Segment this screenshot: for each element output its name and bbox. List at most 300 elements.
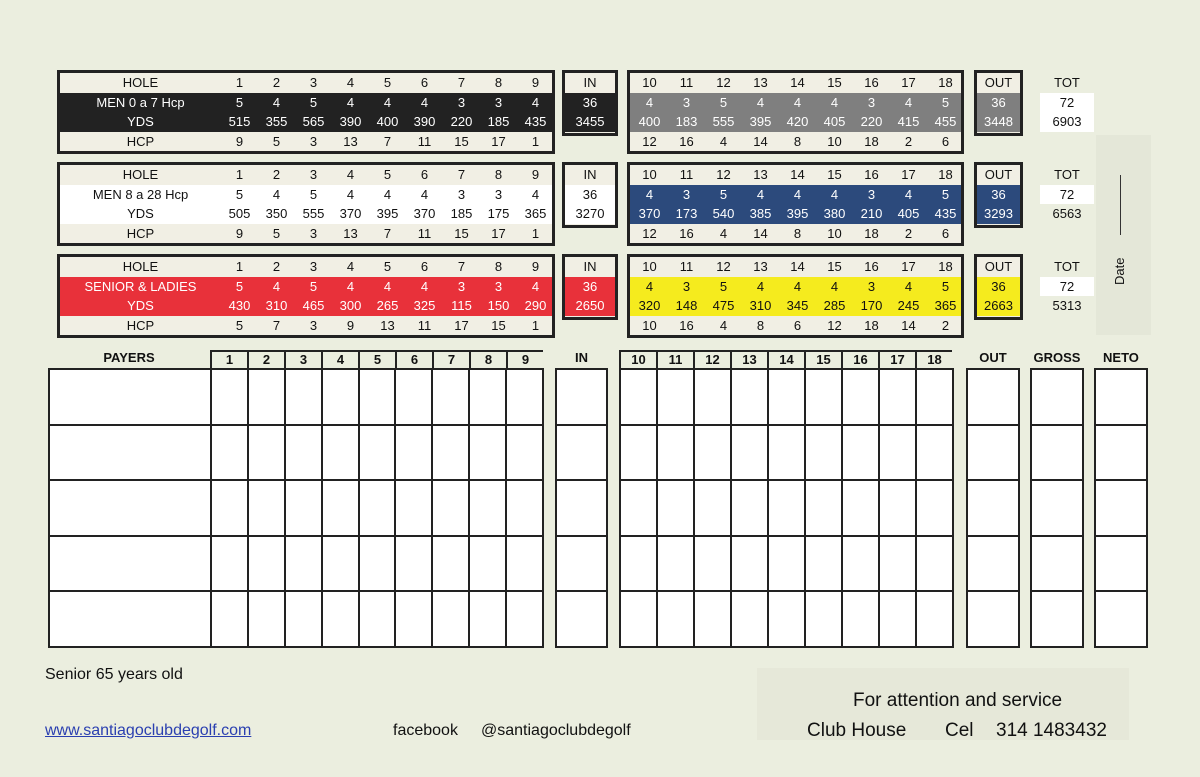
- hole-cell: 7: [457, 75, 466, 91]
- player-row: [557, 592, 606, 646]
- score-cell[interactable]: [806, 481, 843, 535]
- score-cell[interactable]: [806, 592, 843, 646]
- yds-cell: 365: [524, 206, 547, 222]
- yds-cell: 565: [302, 114, 325, 130]
- yds-cell: 220: [860, 114, 883, 130]
- score-cell[interactable]: [286, 370, 323, 424]
- par-cell: 4: [346, 186, 355, 202]
- front-nine-table-1: [57, 162, 555, 246]
- par-cell: 4: [346, 278, 355, 294]
- score-cell[interactable]: [732, 592, 769, 646]
- par-cell: 4: [904, 186, 913, 202]
- players-header: [1094, 350, 1148, 368]
- hole-cell: 11: [679, 167, 694, 183]
- tot-yds: 6903: [1040, 112, 1094, 132]
- hcp-label: HCP: [126, 225, 155, 241]
- score-cell[interactable]: [507, 592, 542, 646]
- player-row: [212, 426, 542, 482]
- hcp-cell: 17: [491, 133, 506, 149]
- score-cell[interactable]: [323, 481, 360, 535]
- player-row: [1032, 426, 1082, 482]
- score-cell[interactable]: [880, 592, 917, 646]
- hole-header: 4: [321, 350, 358, 368]
- score-cell[interactable]: [1096, 592, 1146, 646]
- yds-cell: 395: [749, 114, 772, 130]
- score-cell[interactable]: [212, 537, 249, 591]
- yds-cell: 210: [860, 206, 883, 222]
- par-cell: 4: [904, 278, 913, 294]
- score-cell[interactable]: [695, 592, 732, 646]
- score-cell[interactable]: [249, 481, 286, 535]
- hcp-cell: 16: [679, 317, 694, 333]
- par-cell: 3: [457, 186, 466, 202]
- yds-cell: 405: [823, 114, 846, 130]
- score-cell[interactable]: [968, 426, 1018, 480]
- score-cell[interactable]: [880, 537, 917, 591]
- player-row: [557, 481, 606, 537]
- score-cell[interactable]: [360, 370, 397, 424]
- tot-label: TOT: [1054, 259, 1080, 274]
- score-cell[interactable]: [50, 481, 210, 535]
- out-label-row: [977, 257, 1020, 277]
- yds-cell: 265: [376, 298, 399, 314]
- par-cell: 5: [941, 278, 950, 294]
- score-cell[interactable]: [360, 537, 397, 591]
- hcp-cell: 9: [235, 133, 244, 149]
- hcp-cell: 4: [719, 317, 728, 333]
- score-cell[interactable]: [769, 370, 806, 424]
- par-row: [630, 93, 961, 113]
- score-cell[interactable]: [806, 537, 843, 591]
- yds-cell: 405: [897, 206, 920, 222]
- score-cell[interactable]: [769, 426, 806, 480]
- hole-cell: 4: [346, 75, 355, 91]
- score-cell[interactable]: [1096, 481, 1146, 535]
- hcp-cell: 2: [904, 133, 913, 149]
- score-cell[interactable]: [1032, 370, 1082, 424]
- yds-row: [60, 204, 552, 224]
- score-cell[interactable]: [50, 537, 210, 591]
- player-row: [557, 370, 606, 426]
- score-cell[interactable]: [50, 370, 210, 424]
- player-row: [1032, 537, 1082, 593]
- score-cell[interactable]: [212, 370, 249, 424]
- score-cell[interactable]: [507, 481, 542, 535]
- score-cell[interactable]: [658, 592, 695, 646]
- player-row: [1096, 537, 1146, 593]
- hole-cell: 10: [642, 167, 657, 183]
- score-cell[interactable]: [396, 592, 433, 646]
- score-cell[interactable]: [732, 537, 769, 591]
- score-cell[interactable]: [695, 537, 732, 591]
- out-yds-row: [977, 296, 1020, 316]
- player-row: [1032, 592, 1082, 646]
- par-cell: 5: [235, 186, 244, 202]
- hcp-row: [60, 316, 552, 336]
- score-cell[interactable]: [1032, 592, 1082, 646]
- score-cell[interactable]: [917, 537, 952, 591]
- hole-label: HOLE: [122, 75, 159, 91]
- hole-label: HOLE: [122, 167, 159, 183]
- hcp-cell: 17: [454, 317, 469, 333]
- player-row: [212, 537, 542, 593]
- in-yds-row: [565, 204, 615, 224]
- hcp-cell: 10: [642, 317, 657, 333]
- facebook-handle: @santiagoclubdegolf: [481, 722, 631, 739]
- score-cell[interactable]: [212, 481, 249, 535]
- score-cell[interactable]: [695, 370, 732, 424]
- gross-header: GROSS: [1033, 350, 1081, 365]
- yds-cell: 115: [451, 298, 472, 314]
- player-row: [1096, 426, 1146, 482]
- score-cell[interactable]: [843, 370, 880, 424]
- par-cell: 4: [420, 186, 429, 202]
- score-cell[interactable]: [286, 426, 323, 480]
- hole-cell: 1: [235, 167, 244, 183]
- in-scores: [555, 368, 608, 648]
- hole-cell: 14: [790, 167, 805, 183]
- hole-row: [60, 257, 552, 277]
- score-cell[interactable]: [1096, 370, 1146, 424]
- score-cell[interactable]: [621, 426, 658, 480]
- in-yds: 3270: [575, 206, 605, 222]
- hcp-cell: 3: [309, 317, 318, 333]
- yds-cell: 350: [265, 206, 288, 222]
- hcp-cell: 15: [454, 225, 469, 241]
- score-cell[interactable]: [323, 426, 360, 480]
- hole-header: 9: [506, 350, 543, 368]
- hole-cell: 16: [864, 167, 879, 183]
- player-row: [1096, 481, 1146, 537]
- score-cell[interactable]: [433, 537, 470, 591]
- score-cell[interactable]: [880, 426, 917, 480]
- out-par-row: [977, 277, 1020, 297]
- player-row: [212, 592, 542, 646]
- score-cell[interactable]: [249, 426, 286, 480]
- score-cell[interactable]: [1032, 426, 1082, 480]
- score-cell[interactable]: [843, 592, 880, 646]
- hole-row: [60, 73, 552, 93]
- score-cell[interactable]: [50, 592, 210, 646]
- score-cell[interactable]: [843, 481, 880, 535]
- yds-cell: 435: [524, 114, 547, 130]
- score-cell[interactable]: [968, 481, 1018, 535]
- score-cell[interactable]: [212, 592, 249, 646]
- hole-cell: 7: [457, 167, 466, 183]
- par-cell: 4: [272, 94, 281, 110]
- score-cell[interactable]: [286, 537, 323, 591]
- hole-cell: 15: [827, 259, 842, 275]
- hole-header: 7: [432, 350, 469, 368]
- score-cell[interactable]: [470, 592, 507, 646]
- score-cell[interactable]: [769, 481, 806, 535]
- yds-cell: 420: [786, 114, 809, 130]
- back-nine-table-0: [627, 70, 964, 154]
- score-cell[interactable]: [732, 481, 769, 535]
- score-cell[interactable]: [621, 537, 658, 591]
- score-cell[interactable]: [323, 370, 360, 424]
- hole-cell: 10: [642, 75, 657, 91]
- hole-cell: 9: [531, 75, 540, 91]
- hcp-cell: 3: [309, 225, 318, 241]
- score-cell[interactable]: [557, 481, 606, 535]
- yds-cell: 320: [638, 298, 661, 314]
- par-cell: 4: [383, 278, 392, 294]
- player-row: [212, 481, 542, 537]
- score-cell[interactable]: [360, 426, 397, 480]
- yds-cell: 185: [487, 114, 510, 130]
- player-row: [968, 426, 1018, 482]
- score-cell[interactable]: [843, 537, 880, 591]
- yds-cell: 515: [228, 114, 251, 130]
- score-cell[interactable]: [249, 592, 286, 646]
- hcp-cell: 14: [901, 317, 916, 333]
- hole-cell: 12: [716, 167, 731, 183]
- score-cell[interactable]: [621, 481, 658, 535]
- hole-cell: 14: [790, 259, 805, 275]
- hole-cell: 2: [272, 167, 281, 183]
- tot-par: 72: [1040, 185, 1094, 205]
- hole-cell: 6: [420, 167, 429, 183]
- par-cell: 5: [719, 94, 728, 110]
- out-label: OUT: [984, 75, 1013, 91]
- score-cell[interactable]: [323, 537, 360, 591]
- par-cell: 4: [904, 94, 913, 110]
- par-cell: 4: [531, 94, 540, 110]
- par-cell: 4: [793, 186, 802, 202]
- score-cell[interactable]: [396, 426, 433, 480]
- in-yds: 3455: [575, 114, 605, 130]
- par-cell: 3: [682, 94, 691, 110]
- par-cell: 3: [867, 278, 876, 294]
- hcp-cell: 1: [531, 317, 540, 333]
- hole-cell: 5: [383, 167, 392, 183]
- hcp-cell: 6: [941, 133, 950, 149]
- score-cell[interactable]: [396, 370, 433, 424]
- score-cell[interactable]: [433, 592, 470, 646]
- in-par: 36: [582, 94, 598, 110]
- hcp-cell: 18: [864, 317, 879, 333]
- par-row: [60, 185, 552, 205]
- hole-cell: 8: [494, 75, 503, 91]
- yds-label: YDS: [127, 206, 154, 222]
- player-row: [621, 592, 952, 646]
- par-cell: 3: [494, 94, 503, 110]
- score-cell[interactable]: [396, 481, 433, 535]
- score-cell[interactable]: [396, 537, 433, 591]
- tot-par: 72: [1040, 277, 1094, 297]
- players-header: [1030, 350, 1084, 368]
- hcp-cell: 15: [491, 317, 506, 333]
- score-cell[interactable]: [470, 370, 507, 424]
- out-header: OUT: [979, 350, 1007, 365]
- score-cell[interactable]: [470, 481, 507, 535]
- yds-row: [60, 112, 552, 132]
- out-scores: [966, 368, 1020, 648]
- in-label-row: [565, 257, 615, 277]
- par-cell: 4: [793, 278, 802, 294]
- player-row: [621, 481, 952, 537]
- hole-cell: 2: [272, 259, 281, 275]
- hole-cell: 11: [679, 75, 694, 91]
- par-row: [630, 185, 961, 205]
- score-cell[interactable]: [1032, 481, 1082, 535]
- yds-cell: 390: [339, 114, 362, 130]
- yds-cell: 395: [376, 206, 399, 222]
- hole-header: 6: [395, 350, 432, 368]
- par-cell: 4: [346, 94, 355, 110]
- score-cell[interactable]: [433, 426, 470, 480]
- out-box-1: [974, 162, 1023, 228]
- hcp-cell: 13: [343, 225, 358, 241]
- in-par-row: [565, 185, 615, 205]
- score-cell[interactable]: [968, 537, 1018, 591]
- par-cell: 5: [309, 186, 318, 202]
- par-cell: 4: [645, 94, 654, 110]
- score-cell[interactable]: [433, 481, 470, 535]
- out-label: OUT: [984, 259, 1013, 275]
- score-cell[interactable]: [1096, 537, 1146, 591]
- score-cell[interactable]: [917, 370, 952, 424]
- score-cell[interactable]: [968, 592, 1018, 646]
- hcp-cell: 11: [417, 133, 432, 149]
- hole-cell: 13: [753, 259, 768, 275]
- hole-header: 17: [878, 350, 915, 368]
- payers-header: PAYERS: [103, 350, 155, 365]
- score-cell[interactable]: [360, 481, 397, 535]
- in-box-1: [562, 162, 618, 228]
- hcp-cell: 15: [454, 133, 469, 149]
- hcp-cell: 12: [642, 133, 657, 149]
- score-cell[interactable]: [507, 426, 542, 480]
- player-row: [50, 370, 210, 426]
- hole-cell: 3: [309, 75, 318, 91]
- score-cell[interactable]: [658, 370, 695, 424]
- hole-row: [630, 165, 961, 185]
- score-cell[interactable]: [732, 370, 769, 424]
- par-cell: 3: [494, 278, 503, 294]
- score-cell[interactable]: [1032, 537, 1082, 591]
- score-cell[interactable]: [557, 426, 606, 480]
- player-row: [1096, 370, 1146, 426]
- player-row: [968, 481, 1018, 537]
- hole-header: 12: [693, 350, 730, 368]
- hcp-label: HCP: [126, 133, 155, 149]
- score-cell[interactable]: [1096, 426, 1146, 480]
- player-row: [557, 426, 606, 482]
- score-cell[interactable]: [286, 592, 323, 646]
- hole-cell: 3: [309, 167, 318, 183]
- yds-cell: 455: [934, 114, 957, 130]
- hole-cell: 2: [272, 75, 281, 91]
- score-cell[interactable]: [249, 537, 286, 591]
- in-label: IN: [583, 75, 597, 91]
- score-cell[interactable]: [557, 537, 606, 591]
- score-cell[interactable]: [470, 426, 507, 480]
- hcp-cell: 10: [827, 225, 842, 241]
- score-cell[interactable]: [968, 370, 1018, 424]
- par-row: [60, 93, 552, 113]
- score-cell[interactable]: [880, 481, 917, 535]
- score-cell[interactable]: [621, 370, 658, 424]
- hole-cell: 3: [309, 259, 318, 275]
- score-cell[interactable]: [249, 370, 286, 424]
- in-yds: 2650: [575, 298, 605, 314]
- score-cell[interactable]: [769, 537, 806, 591]
- score-cell[interactable]: [50, 426, 210, 480]
- score-cell[interactable]: [557, 370, 606, 424]
- yds-label: YDS: [127, 114, 154, 130]
- out-yds-row: [977, 204, 1020, 224]
- score-cell[interactable]: [212, 426, 249, 480]
- hole-header: 5: [358, 350, 395, 368]
- score-cell[interactable]: [806, 370, 843, 424]
- out-par-row: [977, 185, 1020, 205]
- score-cell[interactable]: [360, 592, 397, 646]
- date-field[interactable]: [1096, 135, 1151, 335]
- hcp-cell: 13: [380, 317, 395, 333]
- par-cell: 5: [719, 278, 728, 294]
- yds-cell: 400: [638, 114, 661, 130]
- score-cell[interactable]: [732, 426, 769, 480]
- hcp-cell: 7: [383, 225, 392, 241]
- yds-cell: 245: [897, 298, 920, 314]
- score-cell[interactable]: [769, 592, 806, 646]
- hcp-cell: 8: [793, 133, 802, 149]
- yds-row: [630, 204, 961, 224]
- score-cell[interactable]: [695, 481, 732, 535]
- yds-cell: 380: [823, 206, 846, 222]
- score-cell[interactable]: [286, 481, 323, 535]
- score-cell[interactable]: [843, 426, 880, 480]
- hole-header: 8: [469, 350, 506, 368]
- hcp-cell: 2: [941, 317, 950, 333]
- hole-cell: 1: [235, 259, 244, 275]
- score-cell[interactable]: [621, 592, 658, 646]
- score-cell[interactable]: [658, 426, 695, 480]
- score-cell[interactable]: [880, 370, 917, 424]
- score-cell[interactable]: [806, 426, 843, 480]
- hcp-cell: 11: [417, 317, 432, 333]
- score-cell[interactable]: [507, 537, 542, 591]
- score-cell[interactable]: [917, 481, 952, 535]
- hcp-cell: 18: [864, 225, 879, 241]
- score-cell[interactable]: [658, 537, 695, 591]
- out-yds-row: [977, 112, 1020, 132]
- score-cell[interactable]: [917, 592, 952, 646]
- yds-cell: 415: [897, 114, 920, 130]
- score-cell[interactable]: [470, 537, 507, 591]
- hole-cell: 17: [901, 167, 916, 183]
- players-header: [210, 350, 543, 368]
- score-cell[interactable]: [695, 426, 732, 480]
- score-cell[interactable]: [917, 426, 952, 480]
- score-cell[interactable]: [323, 592, 360, 646]
- neto-scores: [1094, 368, 1148, 648]
- par-cell: 5: [309, 278, 318, 294]
- score-cell[interactable]: [557, 592, 606, 646]
- hcp-cell: 5: [272, 133, 281, 149]
- score-cell[interactable]: [433, 370, 470, 424]
- hcp-row: [60, 132, 552, 152]
- website-link[interactable]: www.santiagoclubdegolf.com: [45, 722, 252, 739]
- hcp-cell: 14: [753, 133, 768, 149]
- player-row: [621, 370, 952, 426]
- score-cell[interactable]: [658, 481, 695, 535]
- par-label: SENIOR & LADIES: [84, 278, 197, 294]
- score-cell[interactable]: [507, 370, 542, 424]
- out-label-row: [977, 73, 1020, 93]
